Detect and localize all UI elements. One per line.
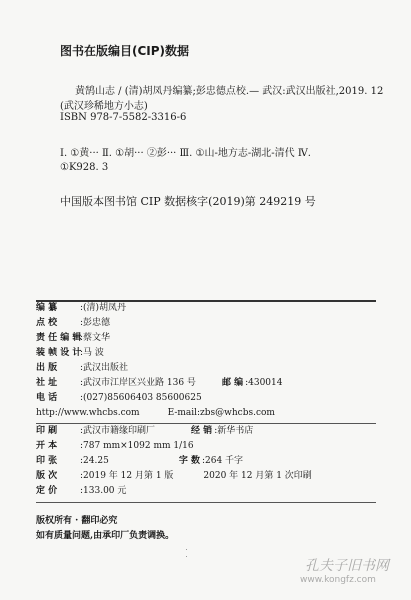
cip-entry-line1: 黄鹄山志 / (清)胡凤丹编纂;彭忠德点校.— 武汉:武汉出版社,2019. 12 <box>75 86 384 97</box>
colophon-extra-value: :新华书店 <box>214 426 254 436</box>
colophon-row <box>36 348 104 359</box>
colophon-value: :2019 年 12 月第 1 版 <box>80 471 174 481</box>
colophon-value: :彭忠德 <box>80 318 111 328</box>
colophon-extra-value: :430014 <box>245 378 283 388</box>
colophon-value: :武汉市籍缘印刷厂 <box>80 426 156 436</box>
colophon-row <box>36 363 128 374</box>
colophon-row <box>36 303 126 314</box>
speck <box>186 556 187 557</box>
colophon-row <box>36 393 202 404</box>
colophon-label: 责 任 编 辑 <box>36 333 82 343</box>
colophon-label: 定 价 <box>36 486 58 496</box>
colophon-label: 出 版 <box>36 363 58 373</box>
colophon-value: :133.00 元 <box>80 486 127 496</box>
watermark-domain: www.kongfz.com <box>300 575 376 585</box>
watermark-text: 孔夫子旧书网 <box>305 558 389 574</box>
colophon-extra-value: :264 千字 <box>201 456 244 466</box>
colophon-label: 装 帧 设 计 <box>36 348 82 358</box>
colophon-label: 编 纂 <box>36 303 58 313</box>
colophon-label: 印 张 <box>36 456 58 466</box>
quality-notice: 如有质量问题,由承印厂负责调换。 <box>36 531 175 541</box>
colophon-value: :787 mm×1092 mm 1/16 <box>80 441 194 451</box>
colophon-label: 电 话 <box>36 393 58 403</box>
colophon-extra-label: 邮 编 <box>221 378 244 388</box>
cip-subject-line2: ①K928. 3 <box>60 162 109 173</box>
colophon-row <box>36 486 126 497</box>
colophon-value: :蔡文华 <box>80 333 111 343</box>
colophon-label: 版 次 <box>36 471 58 481</box>
colophon-label: 印 刷 <box>36 426 58 436</box>
colophon-row <box>36 318 110 329</box>
colophon-label: 点 校 <box>36 318 58 328</box>
colophon-row <box>36 333 110 344</box>
colophon-extra-label: 字 数 <box>178 456 200 466</box>
colophon-row <box>36 471 312 482</box>
copyright-notice: 版权所有 · 翻印必究 <box>36 516 118 526</box>
colophon-extra-value: 2020 年 12 月第 1 次印刷 <box>203 471 312 481</box>
colophon-row <box>36 441 194 452</box>
colophon-value: :武汉市江岸区兴业路 136 号 <box>80 378 196 388</box>
speck <box>186 549 187 550</box>
colophon-row <box>36 456 243 467</box>
colophon-value: :武汉出版社 <box>80 363 129 373</box>
colophon-value: :24.25 <box>80 456 109 466</box>
colophon-label: 开 本 <box>36 441 58 451</box>
cip-heading: 图书在版编目(CIP)数据 <box>60 44 190 58</box>
colophon-value: :(027)85606403 85600625 <box>80 393 202 403</box>
colophon-row <box>36 378 282 389</box>
cip-isbn: ISBN 978-7-5582-3316-6 <box>60 112 187 123</box>
colophon-label: 社 址 <box>36 378 58 388</box>
cip-entry-line2: (武汉珍稀地方小志) <box>60 101 148 112</box>
cip-check-number: 中国版本图书馆 CIP 数据核字(2019)第 249219 号 <box>60 195 316 208</box>
colophon-extra-label: 经 销 <box>191 426 213 436</box>
website-link: http://www.whcbs.com <box>36 408 140 418</box>
colophon-value: :马 波 <box>80 348 104 358</box>
colophon-row <box>36 408 275 419</box>
colophon-row <box>36 426 253 437</box>
colophon-divider <box>36 423 376 424</box>
colophon-bottom-rule <box>36 502 376 503</box>
email-address: E-mail:zbs@whcbs.com <box>167 408 275 418</box>
colophon-value: :(清)胡凤丹 <box>80 303 127 313</box>
cip-subject-line1: Ⅰ. ①黄··· Ⅱ. ①胡··· ②彭··· Ⅲ. ①山-地方志-湖北-清代 Ⅳ. <box>60 148 311 159</box>
colophon-top-rule <box>36 300 376 302</box>
